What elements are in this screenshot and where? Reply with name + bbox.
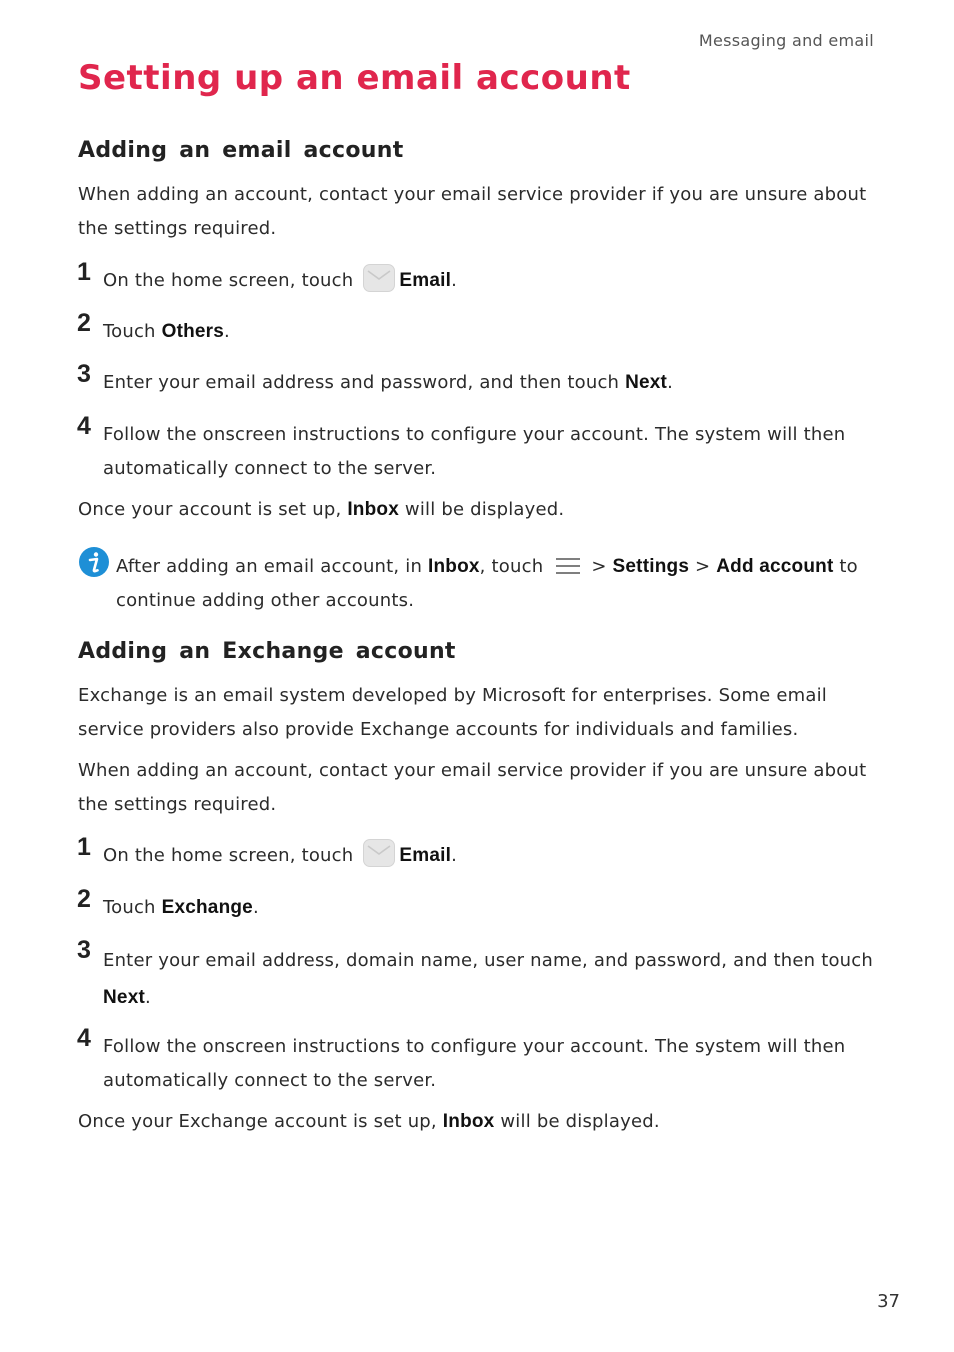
page-title: Setting up an email account	[78, 58, 631, 98]
running-header: Messaging and email	[698, 31, 874, 50]
section1-intro: When adding an account, contact your email service provider if you are unsure about the settings required.	[78, 184, 867, 239]
step-text: Touch Others.	[103, 321, 230, 342]
step-number: 1	[77, 258, 91, 286]
step-number: 3	[77, 936, 91, 964]
step-text: Touch Exchange.	[103, 897, 259, 918]
step-number: 4	[77, 412, 91, 440]
step-number: 2	[77, 309, 91, 337]
section-heading-exchange: Adding an Exchange account	[78, 639, 456, 664]
step-text: Follow the onscreen instructions to configure your account. The system will then automatically connect to the server.	[103, 424, 846, 479]
step-text: Enter your email address, domain name, user name, and password, and then touch Next.	[103, 950, 873, 1008]
step-number: 2	[77, 885, 91, 913]
info-icon	[78, 546, 110, 578]
step-number: 3	[77, 360, 91, 388]
step-text: Enter your email address and password, and then touch Next.	[103, 372, 673, 393]
section1-outro: Once your account is set up, Inbox will be displayed.	[78, 499, 565, 520]
section2-intro-2: When adding an account, contact your email service provider if you are unsure about the settings required.	[78, 760, 867, 815]
mail-icon	[363, 264, 395, 292]
section-heading-email: Adding an email account	[78, 138, 404, 163]
note-text: After adding an email account, in Inbox, touch > Settings > Add account to continue adding other accounts.	[116, 556, 858, 611]
section2-intro-1: Exchange is an email system developed by Microsoft for enterprises. Some email service providers also provide Exchange accounts for individuals and families.	[78, 685, 828, 740]
step-text: Follow the onscreen instructions to configure your account. The system will then automatically connect to the server.	[103, 1036, 846, 1091]
step-number: 1	[77, 833, 91, 861]
step-text: On the home screen, touch Email.	[103, 264, 873, 298]
section2-outro: Once your Exchange account is set up, Inbox will be displayed.	[78, 1111, 660, 1132]
step-number: 4	[77, 1024, 91, 1052]
page-number: 37	[877, 1291, 900, 1312]
mail-icon	[363, 839, 395, 867]
menu-icon	[555, 554, 581, 574]
step-text: On the home screen, touch Email.	[103, 839, 873, 873]
